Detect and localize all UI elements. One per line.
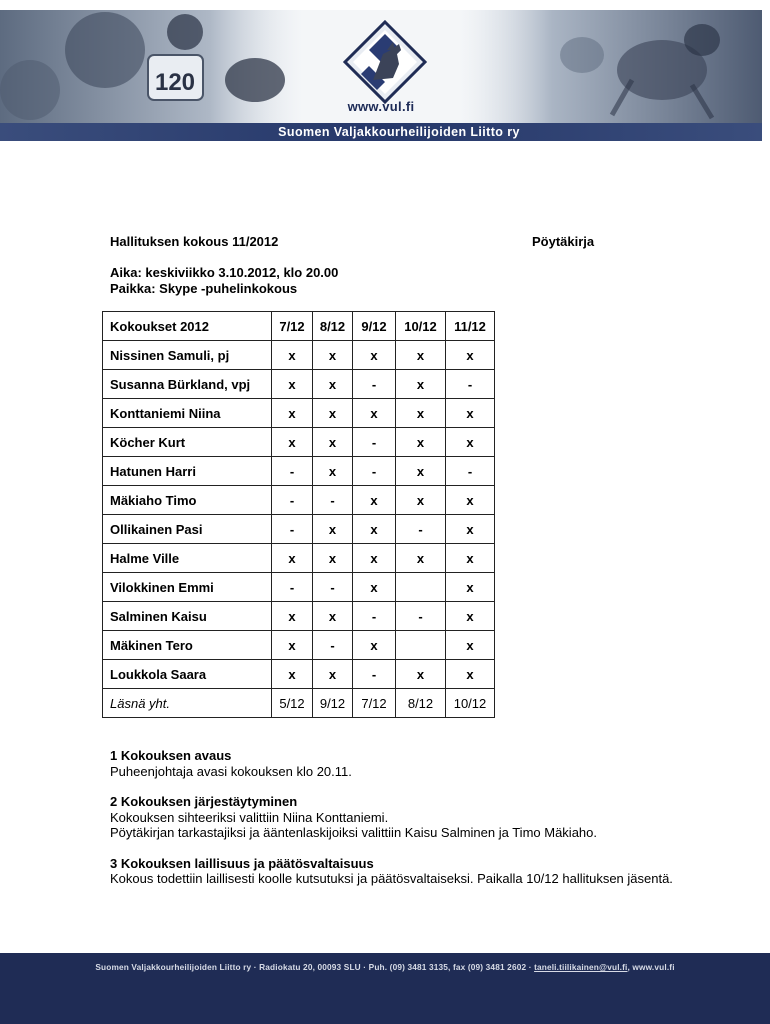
section <box>110 748 690 779</box>
table-header-row <box>103 312 495 341</box>
attendance-cell: x <box>446 399 495 428</box>
section-text: Kokous todettiin laillisesti koolle kutsutuksi ja päätösvaltaiseksi. Paikalla 10/12 hallituksen jäsentä. <box>110 871 673 886</box>
attendance-cell: x <box>446 660 495 689</box>
attendance-cell: x <box>396 660 446 689</box>
org-name: Suomen Valjakkourheilijoiden Liitto ry <box>278 125 520 139</box>
attendance-cell: x <box>353 631 396 660</box>
attendance-cell: x <box>272 631 313 660</box>
row-label: Ollikainen Pasi <box>103 515 272 544</box>
title-row <box>110 234 670 250</box>
attendance-cell: x <box>272 544 313 573</box>
attendance-cell: x <box>353 399 396 428</box>
attendance-cell: x <box>313 660 353 689</box>
document-header <box>110 234 670 297</box>
attendance-cell: 5/12 <box>272 689 313 718</box>
row-label: Vilokkinen Emmi <box>103 573 272 602</box>
attendance-cell: 8/12 <box>396 689 446 718</box>
attendance-cell: - <box>313 486 353 515</box>
minutes-sections <box>110 748 690 902</box>
row-label: Köcher Kurt <box>103 428 272 457</box>
section-text: Kokouksen sihteeriksi valittiin Niina Konttaniemi. <box>110 809 389 825</box>
section-heading: 3 Kokouksen laillisuus ja päätösvaltaisuus <box>110 855 374 871</box>
attendance-table <box>102 311 495 718</box>
table-row <box>103 660 495 689</box>
attendance-cell: - <box>396 602 446 631</box>
table-row <box>103 573 495 602</box>
header-banner <box>0 10 762 141</box>
row-label: Halme Ville <box>103 544 272 573</box>
attendance-cell: x <box>313 399 353 428</box>
attendance-cell: x <box>353 544 396 573</box>
vul-logo-icon <box>343 20 427 104</box>
attendance-cell: x <box>272 370 313 399</box>
row-label: Kokoukset 2012 <box>103 312 272 341</box>
attendance-cell: x <box>446 602 495 631</box>
table-row <box>103 341 495 370</box>
attendance-cell: - <box>353 370 396 399</box>
attendance-cell: x <box>446 544 495 573</box>
attendance-cell: 9/12 <box>353 312 396 341</box>
attendance-cell: x <box>396 486 446 515</box>
attendance-cell: x <box>353 573 396 602</box>
attendance-cell: x <box>313 341 353 370</box>
attendance-cell <box>396 631 446 660</box>
attendance-cell: x <box>396 399 446 428</box>
attendance-cell: x <box>396 370 446 399</box>
attendance-cell: - <box>396 515 446 544</box>
section <box>110 856 690 887</box>
row-label: Salminen Kaisu <box>103 602 272 631</box>
attendance-cell: x <box>272 602 313 631</box>
document-type: Pöytäkirja <box>532 234 595 249</box>
attendance-cell: - <box>272 486 313 515</box>
attendance-cell: x <box>313 602 353 631</box>
footer <box>0 953 770 1024</box>
attendance-cell: 8/12 <box>313 312 353 341</box>
attendance-cell: - <box>272 573 313 602</box>
attendance-cell: - <box>353 457 396 486</box>
row-label: Mäkinen Tero <box>103 631 272 660</box>
section <box>110 794 690 841</box>
footer-website: , www.vul.fi <box>627 962 675 972</box>
attendance-cell: 9/12 <box>313 689 353 718</box>
footer-email-link[interactable]: taneli.tiilikainen@vul.fi <box>534 962 628 972</box>
section-heading: 2 Kokouksen järjestäytyminen <box>110 794 298 809</box>
attendance-cell: x <box>446 428 495 457</box>
attendance-cell: - <box>446 370 495 399</box>
attendance-cell: x <box>446 486 495 515</box>
attendance-cell: x <box>396 544 446 573</box>
attendance-cell: x <box>272 428 313 457</box>
attendance-cell: x <box>396 457 446 486</box>
attendance-cell: x <box>446 341 495 370</box>
table-row <box>103 486 495 515</box>
attendance-cell: 11/12 <box>446 312 495 341</box>
attendance-cell: - <box>313 631 353 660</box>
table-row <box>103 602 495 631</box>
row-label: Susanna Bürkland, vpj <box>103 370 272 399</box>
attendance-cell: x <box>446 515 495 544</box>
table-row <box>103 428 495 457</box>
bib-number: 120 <box>154 69 196 96</box>
attendance-cell: - <box>353 428 396 457</box>
row-label: Mäkiaho Timo <box>103 486 272 515</box>
document-title: Hallituksen kokous 11/2012 <box>110 234 279 249</box>
attendance-cell: x <box>353 341 396 370</box>
table-row <box>103 544 495 573</box>
table-row <box>103 457 495 486</box>
row-label: Hatunen Harri <box>103 457 272 486</box>
row-label: Loukkola Saara <box>103 660 272 689</box>
row-label: Läsnä yht. <box>103 689 272 718</box>
attendance-cell: x <box>353 515 396 544</box>
attendance-cell: - <box>272 515 313 544</box>
attendance-cell: x <box>313 515 353 544</box>
row-label: Nissinen Samuli, pj <box>103 341 272 370</box>
attendance-cell: 7/12 <box>272 312 313 341</box>
meeting-time: Aika: keskiviikko 3.10.2012, klo 20.00 <box>110 265 339 280</box>
footer-address: Suomen Valjakkourheilijoiden Liitto ry · Radiokatu 20, 00093 SLU · Puh. (09) 3481 3135, fax (09) 3481 2602 · <box>95 962 535 972</box>
table-row <box>103 631 495 660</box>
attendance-cell: x <box>446 573 495 602</box>
attendance-cell: - <box>272 457 313 486</box>
table-row <box>103 515 495 544</box>
attendance-cell: x <box>272 341 313 370</box>
row-label: Konttaniemi Niina <box>103 399 272 428</box>
meeting-place: Paikka: Skype -puhelinkokous <box>110 281 298 296</box>
attendance-cell: x <box>272 660 313 689</box>
attendance-cell: - <box>353 660 396 689</box>
footer-contact <box>0 962 770 972</box>
attendance-cell <box>396 573 446 602</box>
attendance-cell: x <box>396 428 446 457</box>
site-url: www.vul.fi <box>347 99 415 114</box>
attendance-cell: - <box>353 602 396 631</box>
attendance-cell: x <box>313 428 353 457</box>
section-heading: 1 Kokouksen avaus <box>110 748 232 763</box>
attendance-cell: x <box>313 457 353 486</box>
table-row <box>103 399 495 428</box>
table-row <box>103 370 495 399</box>
attendance-cell: x <box>446 631 495 660</box>
attendance-cell: x <box>272 399 313 428</box>
attendance-cell: 7/12 <box>353 689 396 718</box>
attendance-cell: 10/12 <box>396 312 446 341</box>
attendance-cell: - <box>446 457 495 486</box>
attendance-cell: x <box>313 544 353 573</box>
section-text: Puheenjohtaja avasi kokouksen klo 20.11. <box>110 763 352 779</box>
attendance-cell: x <box>396 341 446 370</box>
section-text: Pöytäkirjan tarkastajiksi ja ääntenlaskijoiksi valittiin Kaisu Salminen ja Timo Mäkiaho. <box>110 825 597 840</box>
meeting-meta <box>110 265 670 297</box>
attendance-cell: x <box>313 370 353 399</box>
attendance-cell: x <box>353 486 396 515</box>
attendance-cell: - <box>313 573 353 602</box>
attendance-cell: 10/12 <box>446 689 495 718</box>
table-total-row <box>103 689 495 718</box>
